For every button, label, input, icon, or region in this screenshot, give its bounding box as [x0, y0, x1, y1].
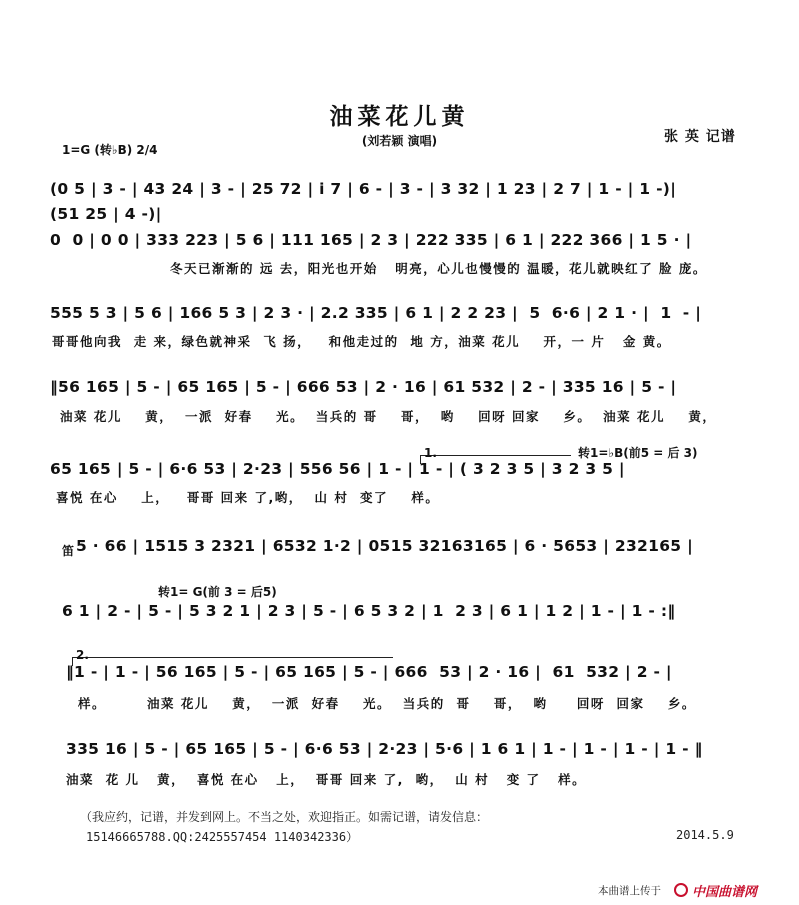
- notation-line-3: 0 0 | 0 0 | 333 223 | 5 6 | 111 165 | 2 3 | 222 335 | 6 1 | 222 366 | 1 5 · |: [50, 231, 692, 249]
- lyrics-line-6: 喜悦 在心 上， 哥哥 回来 了,哟， 山 村 变了 样。: [56, 490, 440, 505]
- notation-line-9: ‖1 - | 1 - | 56 165 | 5 - | 65 165 | 5 - | 666 53 | 2 · 16 | 61 532 | 2 - |: [66, 663, 672, 681]
- notation-line-4: 555 5 3 | 5 6 | 166 5 3 | 2 3 · | 2.2 335 | 6 1 | 2 2 23 | 5 6·6 | 2 1 · | 1 - |: [50, 304, 702, 322]
- modulation-mark-1: 转1=♭B(前5 = 后 3): [578, 446, 698, 460]
- lyrics-line-5: 油菜 花儿 黄， 一派 好春 光。 当兵的 哥 哥， 哟 回呀 回家 乡。 油菜 花儿 黄，: [60, 409, 717, 424]
- source-label: 本曲谱上传于: [598, 885, 661, 897]
- notation-line-6: 65 165 | 5 - | 6·6 53 | 2·23 | 556 56 | 1 - | 1 - | ( 3 2 3 5 | 3 2 3 5 |: [50, 460, 625, 478]
- author-note-line-2: 15146665788.QQ:2425557454 1140342336）: [86, 830, 359, 844]
- record-date: 2014.5.9: [676, 828, 734, 842]
- notation-line-8: 6 1 | 2 - | 5 - | 5 3 2 1 | 2 3 | 5 - | 6 5 3 2 | 1 2 3 | 6 1 | 1 2 | 1 - | 1 - :‖: [62, 602, 676, 620]
- modulation-mark-2: 转1= G(前 3 = 后5): [158, 585, 277, 599]
- key-signature: 1=G (转♭B) 2/4: [62, 143, 158, 157]
- author-note-line-1: （我应约，记谱，并发到网上。不当之处，欢迎指正。如需记谱，请发信息：: [80, 810, 489, 824]
- lyrics-line-9: 样。 油菜 花儿 黄， 一派 好春 光。 当兵的 哥 哥， 哟 回呀 回家 乡。: [78, 696, 696, 711]
- volta-label-1: 1.: [424, 446, 437, 460]
- logo-mark-icon: [674, 883, 688, 897]
- notation-line-7: 5 · 66 | 1515 3 2321 | 6532 1·2 | 0515 32163165 | 6 · 5653 | 232165 |: [76, 537, 694, 555]
- lyrics-line-3: 冬天已渐渐的 远 去，阳光也开始 明亮，心儿也慢慢的 温暖，花儿就映红了 脸 庞。: [170, 261, 707, 276]
- flute-prefix: 笛: [62, 544, 75, 558]
- notation-line-1: (0 5 | 3 - | 43 24 | 3 - | 25 72 | i 7 | 6 - | 3 - | 3 32 | 1 23 | 2 7 | 1 - | 1 -)|: [50, 180, 677, 198]
- score-subtitle: (刘若颖 演唱): [361, 134, 438, 148]
- score-title: 油菜花儿黄: [329, 104, 470, 130]
- notation-line-2: (51 25 | 4 -)|: [50, 205, 162, 223]
- notation-line-10: 335 16 | 5 - | 65 165 | 5 - | 6·6 53 | 2·23 | 5·6 | 1 6 1 | 1 - | 1 - | 1 - | 1 - ‖: [66, 740, 703, 758]
- lyrics-line-10: 油菜 花 儿 黄， 喜悦 在心 上， 哥哥 回来 了, 哟， 山 村 变 了 样。: [66, 772, 587, 787]
- recorder-credit: 张 英 记谱: [664, 129, 736, 145]
- notation-line-5: ‖56 165 | 5 - | 65 165 | 5 - | 666 53 | 2 · 16 | 61 532 | 2 - | 335 16 | 5 - |: [50, 378, 677, 396]
- volta-label-2: 2.: [76, 648, 89, 662]
- site-logo[interactable]: 中国曲谱网: [692, 885, 758, 900]
- lyrics-line-4: 哥哥他向我 走 来，绿色就神采 飞 扬， 和他走过的 地 方，油菜 花儿 开，一 片 金 黄。: [52, 334, 671, 349]
